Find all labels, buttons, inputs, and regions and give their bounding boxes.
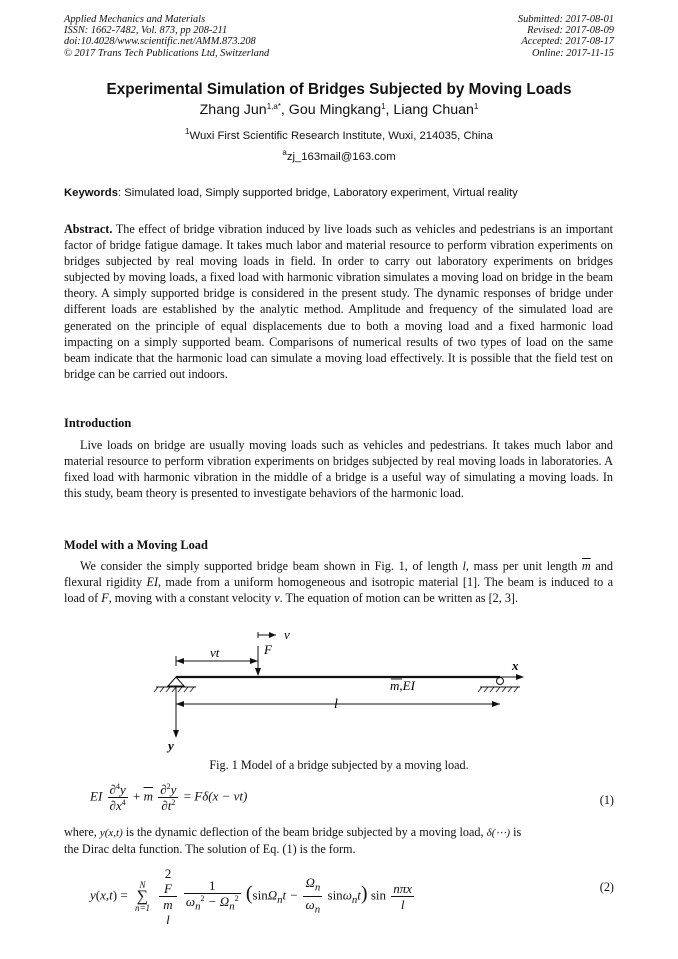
email-text: zj_163mail@163.com — [286, 151, 396, 163]
revised-date: Revised: 2017-08-09 — [527, 25, 614, 37]
dates-info — [518, 14, 614, 59]
keywords-label: Keywords — [64, 187, 118, 199]
vt-arrowhead-right — [250, 658, 258, 664]
symbol-delta: δ(⋯) — [486, 827, 511, 839]
symbol-f: F — [101, 591, 109, 606]
symbol-ei: EI — [146, 575, 159, 590]
journal-info — [64, 14, 269, 59]
equation-1: EI $\frac{\partial^4y}{\partial x^4}$ + $\overline{m}$ $\frac{\partial^2y}{\partial t^2}$ = Fδ(x − vt) — [90, 782, 248, 813]
where-text: where, — [64, 825, 97, 839]
online-date: Online: 2017-11-15 — [531, 47, 614, 59]
symbol-deflection: y(x,t) — [99, 827, 123, 839]
left-support-icon — [168, 677, 184, 686]
copyright: © 2017 Trans Tech Publications Ltd, Switzerland — [64, 47, 270, 59]
email-superscript: a — [282, 148, 287, 157]
model-text: We consider the simply supported bridge beam shown in Fig. 1, of length — [80, 559, 458, 573]
section-heading-model: Model with a Moving Load — [64, 538, 208, 552]
affiliation-superscript: 1 — [185, 127, 190, 136]
section-heading-introduction: Introduction — [64, 416, 132, 430]
accepted-date: Accepted: 2017-08-17 — [521, 36, 614, 48]
doi: doi:10.4028/www.scientific.net/AMM.873.208 — [64, 36, 256, 48]
equation-1-number: (1) — [599, 793, 614, 807]
author-superscript: 1,a* — [266, 102, 281, 111]
introduction-paragraph: Live loads on bridge are usually moving loads such as vehicles and pedestrians. It takes much labor and material resource to perform vibration experiments on bridges subjected by real moving loads in laboratories. A fixed load with harmonic vibration in the middle of a bridge is a useful way of simulating a moving loads. In this study, beam theory is presented to investigate behaviors of the harmonic load. — [64, 438, 613, 501]
author-name: Zhang Jun — [199, 102, 267, 118]
vt-arrowhead-left — [176, 658, 184, 664]
length-arrowhead-left — [176, 701, 184, 707]
label-mass-rigidity: m,EI — [390, 678, 415, 693]
model-text: and flexural rigidity — [64, 559, 614, 590]
figure-1-caption: Fig. 1 Model of a bridge subjected by a moving load. — [209, 758, 469, 772]
where-paragraph — [64, 824, 613, 857]
label-length: l — [334, 697, 338, 712]
left-ground-hatch — [154, 687, 194, 692]
where-text: the Dirac delta function. The solution of Eq. (1) is the form. — [64, 842, 356, 857]
equation-2: y(x,t) = N ∑ n=1 2 F $\overline{m}$ l $\frac{1}{\omega_n^2 - \Omega_n^2}$ (sinΩ$_n$t − $\frac{\Omega_n}{\omega_n}$ sinω$_n$t) sin $\frac{\text{nπx}}{l}$ — [90, 866, 413, 927]
where-text: is the dynamic deflection of the beam bridge subjected by a moving load, — [125, 825, 484, 839]
issn: ISSN: 1662-7482, Vol. 873, pp 208-211 — [64, 25, 228, 37]
label-y-axis: y — [168, 738, 174, 753]
author-name: , Liang Chuan — [385, 102, 474, 118]
abstract — [64, 221, 613, 382]
label-vt: vt — [210, 645, 220, 660]
paper-title: Experimental Simulation of Bridges Subjected by Moving Loads — [106, 81, 572, 98]
right-roller-icon — [497, 678, 504, 685]
model-text: . The equation of motion can be written as [2, 3]. — [279, 591, 519, 606]
author-superscript: 1 — [381, 102, 386, 111]
model-text: , made from a uniform homogeneous and isotropic material [1]. The beam is induced to a load of — [64, 575, 613, 606]
keywords-text: : Simulated load, Simply supported bridge, Laboratory experiment, Virtual reality — [118, 187, 518, 199]
equation-2-number: (2) — [599, 880, 614, 894]
x-axis-arrowhead — [516, 674, 524, 680]
label-velocity: v — [284, 627, 290, 642]
symbol-v: v — [274, 591, 280, 606]
length-arrowhead-right — [492, 701, 500, 707]
abstract-text: The effect of bridge vibration induced by live loads such as vehicles and pedestrians is an important factor of bridge fatigue damage. It takes much labor and material resource to perform vibration experiments on bridges subjected by real moving loads in field. In order to carry out laboratory experiments on bridges subjected by moving loads, a fixed load with harmonic vibration simulates a moving load on bridge in the beam theory. A simply supported bridge is considered in the present study. The dynamic responses of bridge under different loads are established by the analytic method. Amplitude and frequency of the simulated load are generated on the principle of equal displacements due to both a moving load and a fixed harmonic load impacting on a simply supported beam. Comparisons of numerical results of two types of load on the same beam indicate that the harmonic load can simulate a moving load effectively. It is possible that the field test on bridge can be carried out indoors. — [64, 222, 613, 381]
affiliation-text: Wuxi First Scientific Research Institute, Wuxi, 214035, China — [189, 130, 493, 142]
label-force: F — [264, 642, 272, 657]
model-text: , mass per unit length — [465, 559, 578, 573]
submitted-date: Submitted: 2017-08-01 — [517, 14, 614, 25]
symbol-m: $\overline{m}$ — [581, 559, 591, 573]
author-superscript: 1 — [473, 102, 479, 111]
abstract-label: Abstract. — [64, 222, 113, 236]
y-axis-arrowhead — [173, 730, 179, 738]
label-x-axis: x — [512, 658, 519, 673]
keywords — [64, 187, 614, 199]
force-arrowhead — [255, 668, 261, 676]
author-list — [40, 102, 638, 118]
figure-1-beam-diagram — [140, 624, 540, 754]
velocity-arrowhead — [269, 632, 276, 638]
model-paragraph — [64, 558, 613, 606]
symbol-l: l — [462, 559, 466, 573]
model-text: , moving with a constant velocity — [108, 591, 272, 606]
where-text: is — [513, 825, 522, 839]
author-email — [40, 148, 638, 163]
author-name: , Gou Mingkang — [280, 102, 382, 118]
affiliation — [40, 127, 638, 142]
right-ground-hatch — [478, 687, 518, 692]
journal-name: Applied Mechanics and Materials — [64, 14, 206, 25]
